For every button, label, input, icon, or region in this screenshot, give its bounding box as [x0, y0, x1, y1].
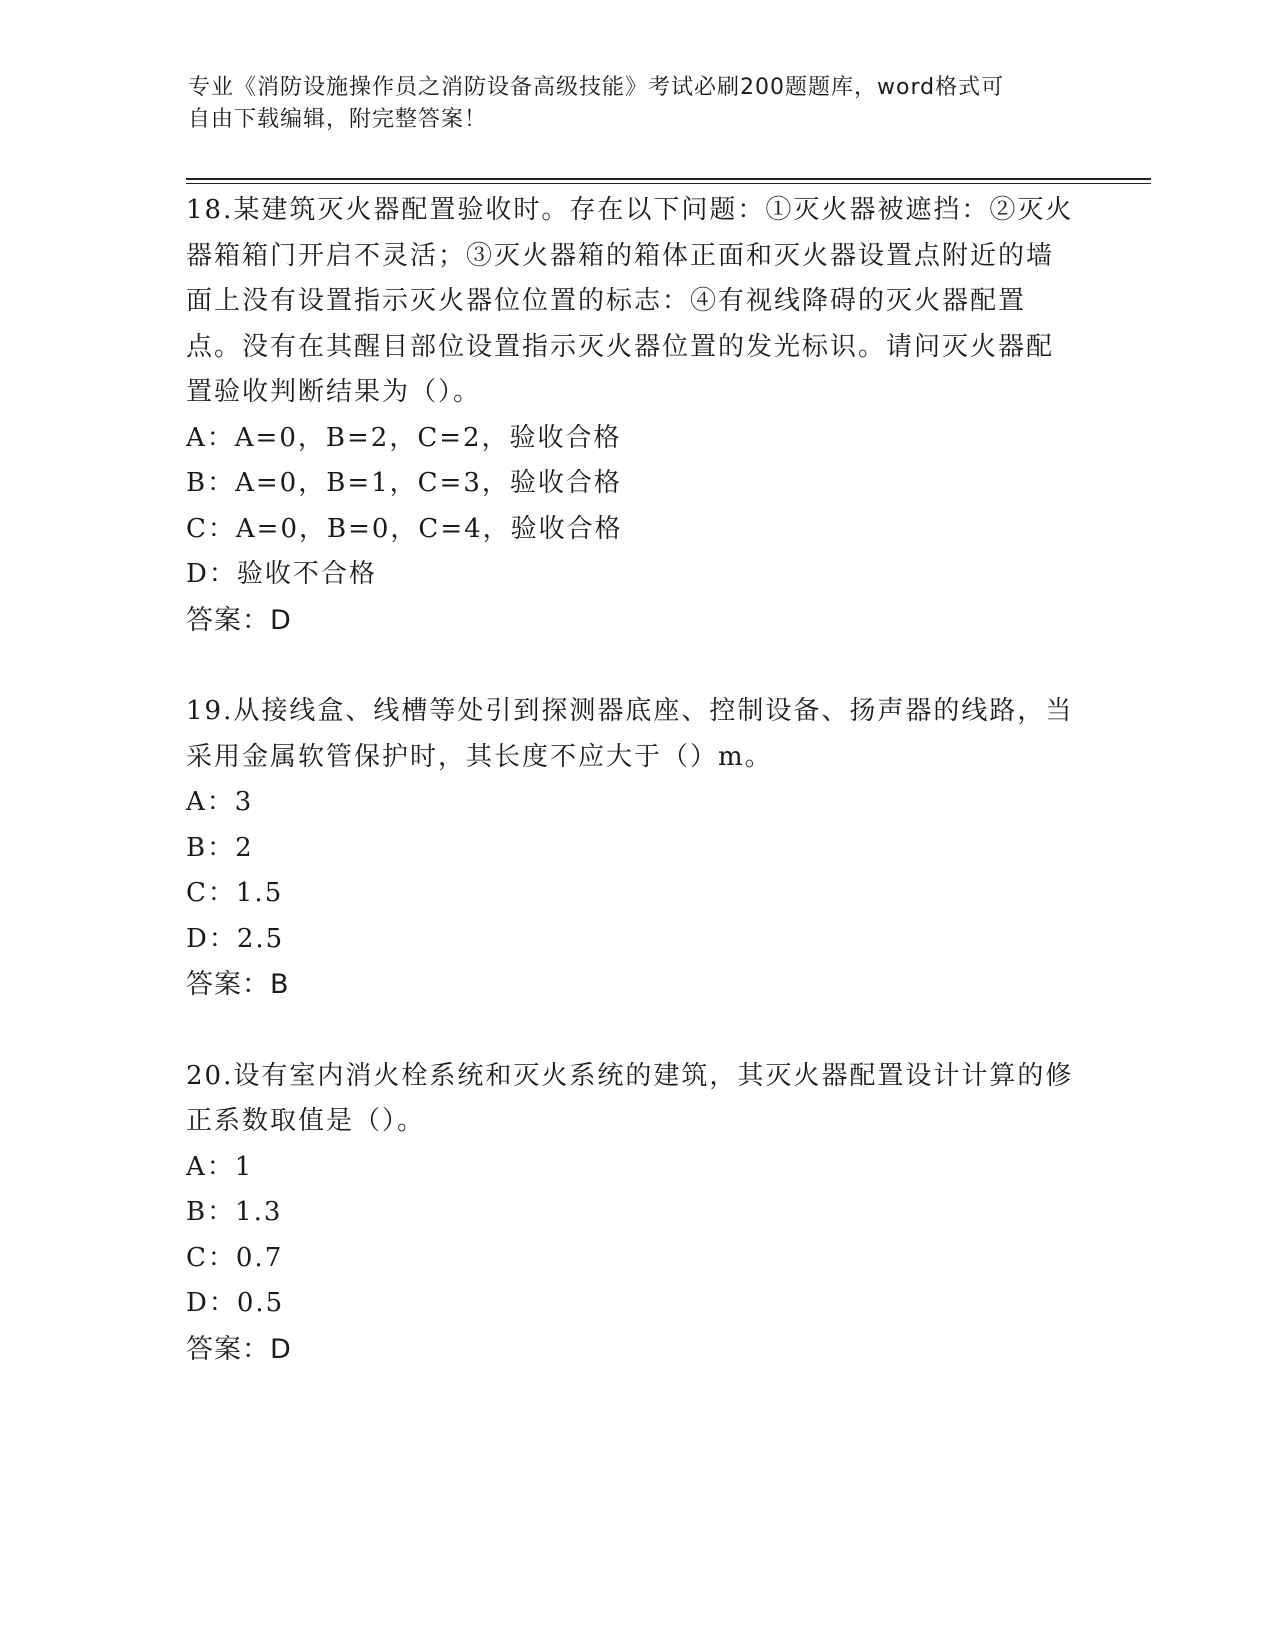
question-19 — [186, 689, 1076, 1008]
option-d: D：验收不合格 — [186, 559, 377, 589]
question-text: 20.设有室内消火栓系统和灭火系统的建筑，其灭火器配置设计计算的修正系数取值是（）。 — [186, 1060, 1074, 1136]
option-b: B：A=0，B=1，C=3，验收合格 — [186, 468, 622, 498]
option-c: C：A=0，B=0，C=4，验收合格 — [186, 513, 623, 544]
header-line-1: 专业《消防设施操作员之消防设备高级技能》考试必刷200题题库，word格式可 — [188, 75, 1005, 100]
option-d: D：0.5 — [186, 1288, 285, 1318]
option-a: A：3 — [186, 787, 254, 817]
header-divider-thick — [186, 178, 1151, 180]
option-d: D：2.5 — [186, 923, 285, 954]
answer-line: 答案：B — [186, 969, 290, 1000]
question-18 — [186, 188, 1076, 643]
answer-line: 答案：D — [186, 1333, 292, 1365]
question-20 — [186, 1054, 1076, 1373]
answer-line: 答案：D — [186, 604, 292, 636]
question-text: 18.某建筑灭火器配置验收时。存在以下问题：①灭火器被遮挡：②灭火器箱箱门开启不灵活；③灭火器箱的箱体正面和灭火器设置点附近的墙面上没有设置指示灭火器位位置的标志：④有视线降碍的灭火器配置点。没有在其醒目部位设置指示灭火器位置的发光标识。请问灭火器配置验收判断结果为（）。 — [186, 195, 1074, 407]
option-a: A：1 — [186, 1151, 254, 1182]
document-header — [188, 72, 1068, 136]
question-list — [186, 188, 1076, 1418]
option-a: A：A=0，B=2，C=2，验收合格 — [186, 422, 622, 453]
header-line-2: 自由下载编辑，附完整答案！ — [188, 107, 488, 132]
option-b: B：2 — [186, 832, 254, 863]
option-b: B：1.3 — [186, 1197, 283, 1227]
option-c: C：0.7 — [186, 1242, 284, 1273]
option-c: C：1.5 — [186, 878, 284, 908]
question-text: 19.从接线盒、线槽等处引到探测器底座、控制设备、扬声器的线路，当采用金属软管保护时，其长度不应大于（）m。 — [186, 696, 1074, 772]
header-divider-thin — [186, 183, 1151, 184]
